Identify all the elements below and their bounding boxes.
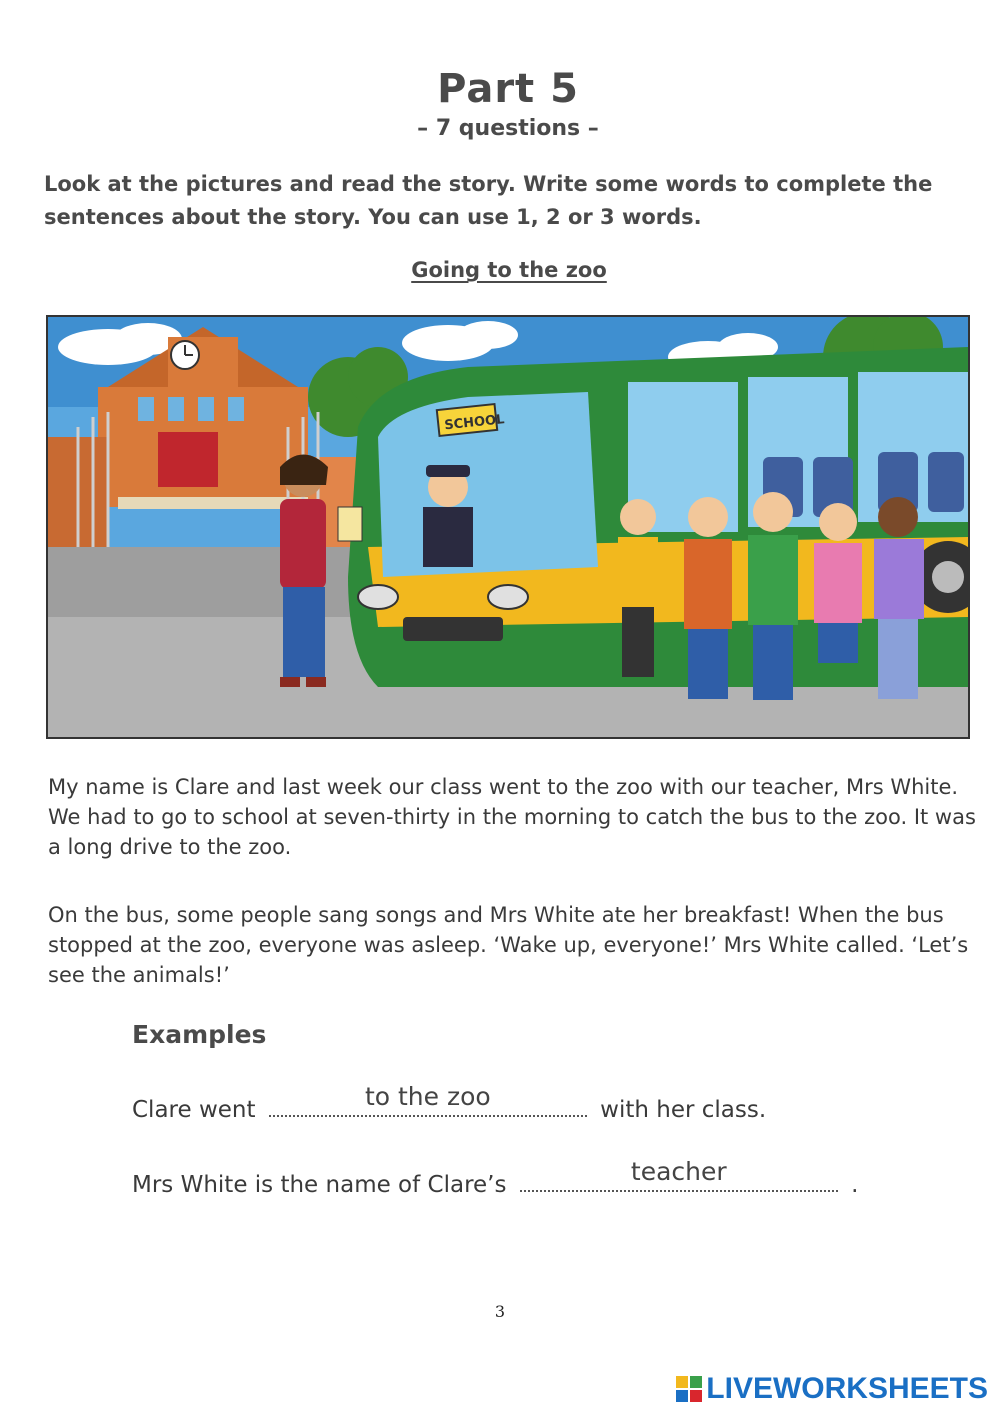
bus-sign: SCHOOL [443,412,506,434]
story-illustration [46,315,970,739]
example-1-before: Clare went [132,1097,256,1123]
liveworksheets-logo [676,1372,988,1406]
part-title: Part 5 [437,66,579,112]
example-sentence-1 [132,1082,767,1123]
page-number: 3 [494,1302,506,1321]
story-paragraph-1: My name is Clare and last week our class went to the zoo with our teacher, Mrs White. We had to go to school at seven-thirty in the morning to catch the bus to the zoo. It was a long drive to the zoo. [48,775,976,859]
liveworksheets-icon [676,1376,702,1402]
example-2-blank [520,1157,838,1192]
example-sentence-2 [132,1157,859,1198]
example-1-after: with her class. [600,1097,767,1123]
bus-driver [423,465,473,567]
story-title: Going to the zoo [411,258,607,282]
instructions: Look at the pictures and read the story. Write some words to complete the sentences about the story. You can use 1, 2 or 3 words. [44,172,933,229]
brand-name: LIVEWORKSHEETS [706,1372,988,1405]
school-bus-scene [48,317,968,737]
example-2-before: Mrs White is the name of Clare’s [132,1172,507,1198]
story-paragraph-2: On the bus, some people sang songs and Mrs White ate her breakfast! When the bus stopped at the zoo, everyone was asleep. ‘Wake up, everyone!’ Mrs White called. ‘Let’s see the animals!’ [48,903,969,987]
examples-heading: Examples [132,1020,267,1049]
example-1-blank [269,1082,587,1117]
example-2-after: . [851,1172,859,1198]
example-1-answer: to the zoo [364,1082,491,1111]
example-2-answer: teacher [630,1157,727,1186]
question-count: – 7 questions – [417,116,599,141]
